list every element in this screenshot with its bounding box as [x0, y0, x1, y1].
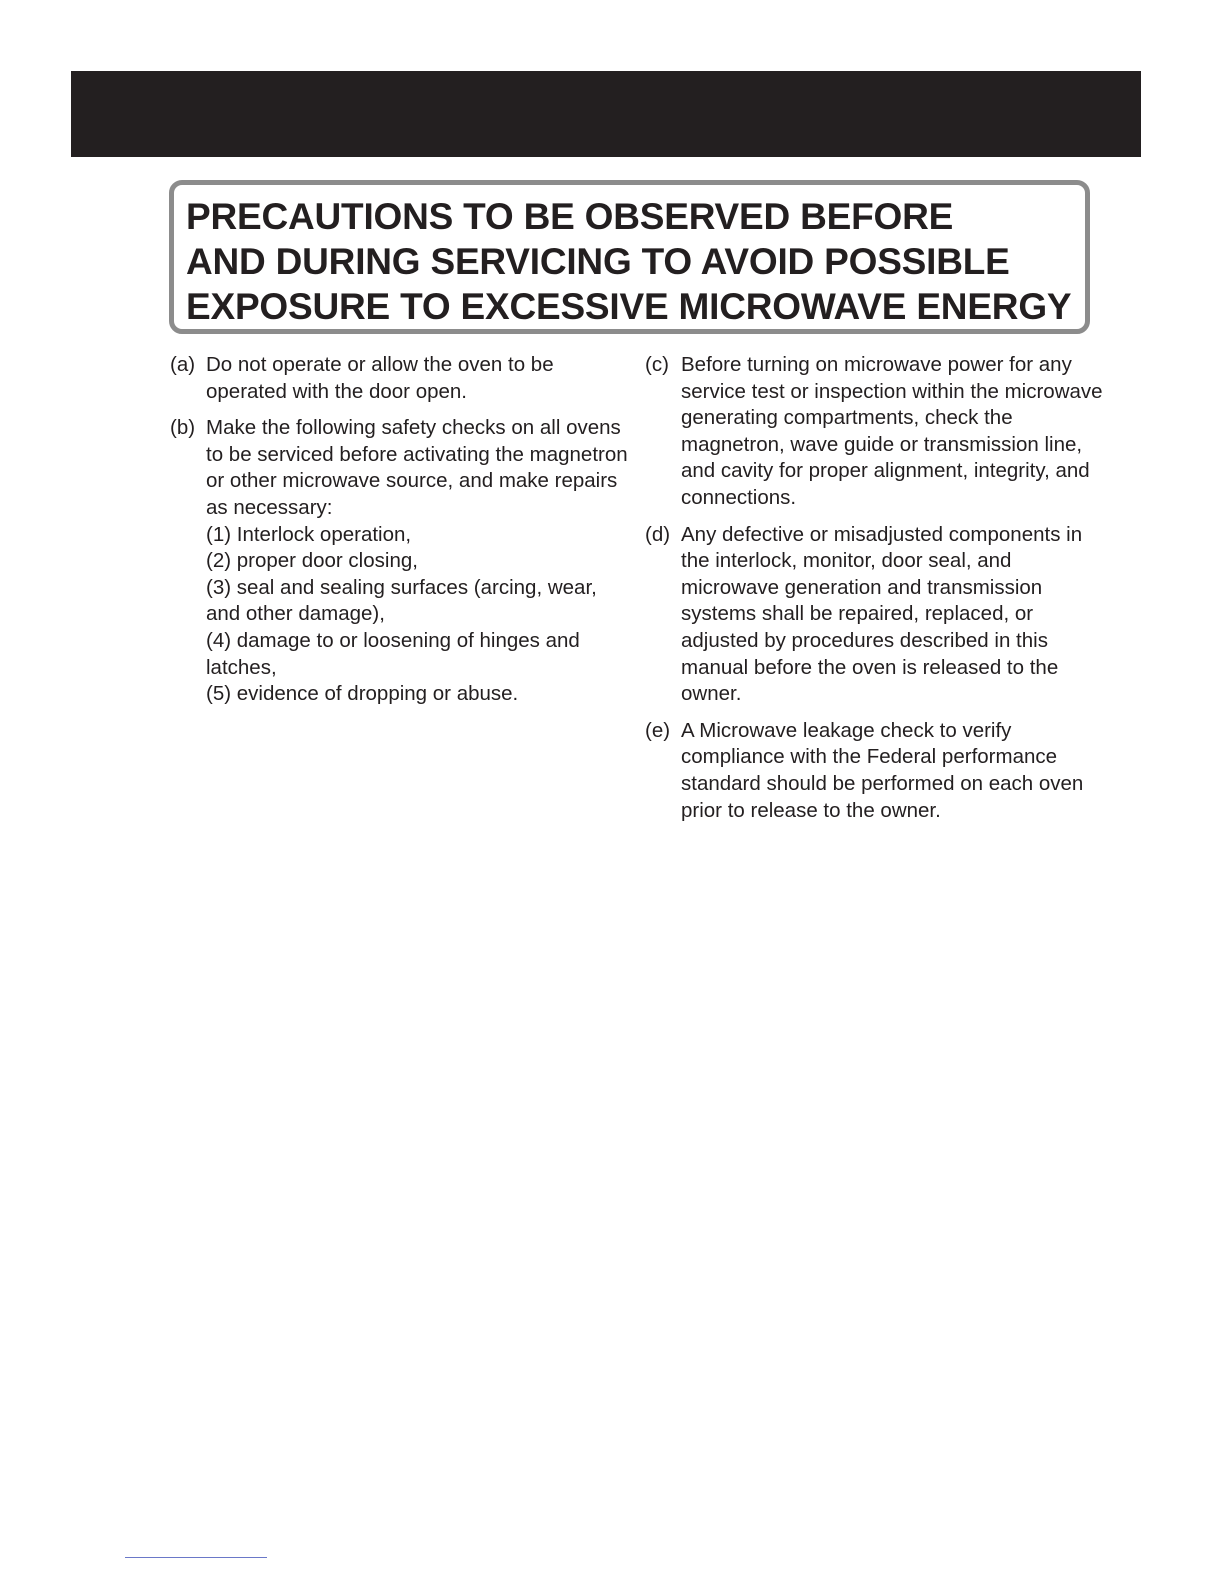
heading-line-3: EXPOSURE TO EXCESSIVE MICROWAVE ENERGY [186, 286, 1072, 327]
item-text-a: Do not operate or allow the oven to be operated with the door open. [206, 353, 554, 403]
safety-check-4: (4) damage to or loosening of hinges and latches, [206, 628, 580, 679]
safety-check-3: (3) seal and sealing surfaces (arcing, wear, and other damage), [206, 575, 597, 626]
item-text-e: A Microwave leakage check to verify compliance with the Federal performance standard should be performed on each oven prior to release to the owner. [681, 718, 1084, 822]
footer-rule [125, 1557, 267, 1558]
safety-check-2: (2) proper door closing, [206, 549, 418, 573]
item-marker-e: (e) [645, 718, 671, 742]
left-column [170, 352, 630, 718]
item-marker-c: (c) [645, 353, 669, 376]
safety-check-1: (1) Interlock operation, [206, 522, 412, 546]
item-text-d: Any defective or misadjusted components in the interlock, monitor, door seal, and microwave generation and transmission systems shall be repaired, replaced, or adjusted by procedures described in this manual before the oven is released to the owner. [681, 522, 1083, 706]
heading-line-1: PRECAUTIONS TO BE OBSERVED BEFORE [186, 196, 954, 237]
header-bar [71, 71, 1141, 157]
safety-check-5: (5) evidence of dropping or abuse. [206, 682, 519, 706]
heading-line-2: AND DURING SERVICING TO AVOID POSSIBLE [186, 241, 1010, 282]
precaution-item-d [645, 522, 1115, 708]
item-marker-a: (a) [170, 353, 196, 376]
precaution-item-a [170, 352, 630, 405]
precaution-item-b [170, 415, 630, 708]
item-marker-d: (d) [645, 522, 671, 546]
item-text-b: Make the following safety checks on all ovens to be serviced before activating the magnetron or other microwave source, and make repairs as necessary: [206, 416, 628, 519]
item-marker-b: (b) [170, 416, 196, 440]
safety-check-list [206, 522, 630, 708]
right-column [645, 352, 1115, 834]
heading-box [169, 180, 1090, 334]
precaution-item-e [645, 718, 1115, 824]
item-text-c: Before turning on microwave power for any service test or inspection within the microwave generating compartments, check the magnetron, wave guide or transmission line, and cavity for proper alignment, integrity, and connections. [681, 353, 1103, 509]
precaution-item-c [645, 352, 1115, 512]
